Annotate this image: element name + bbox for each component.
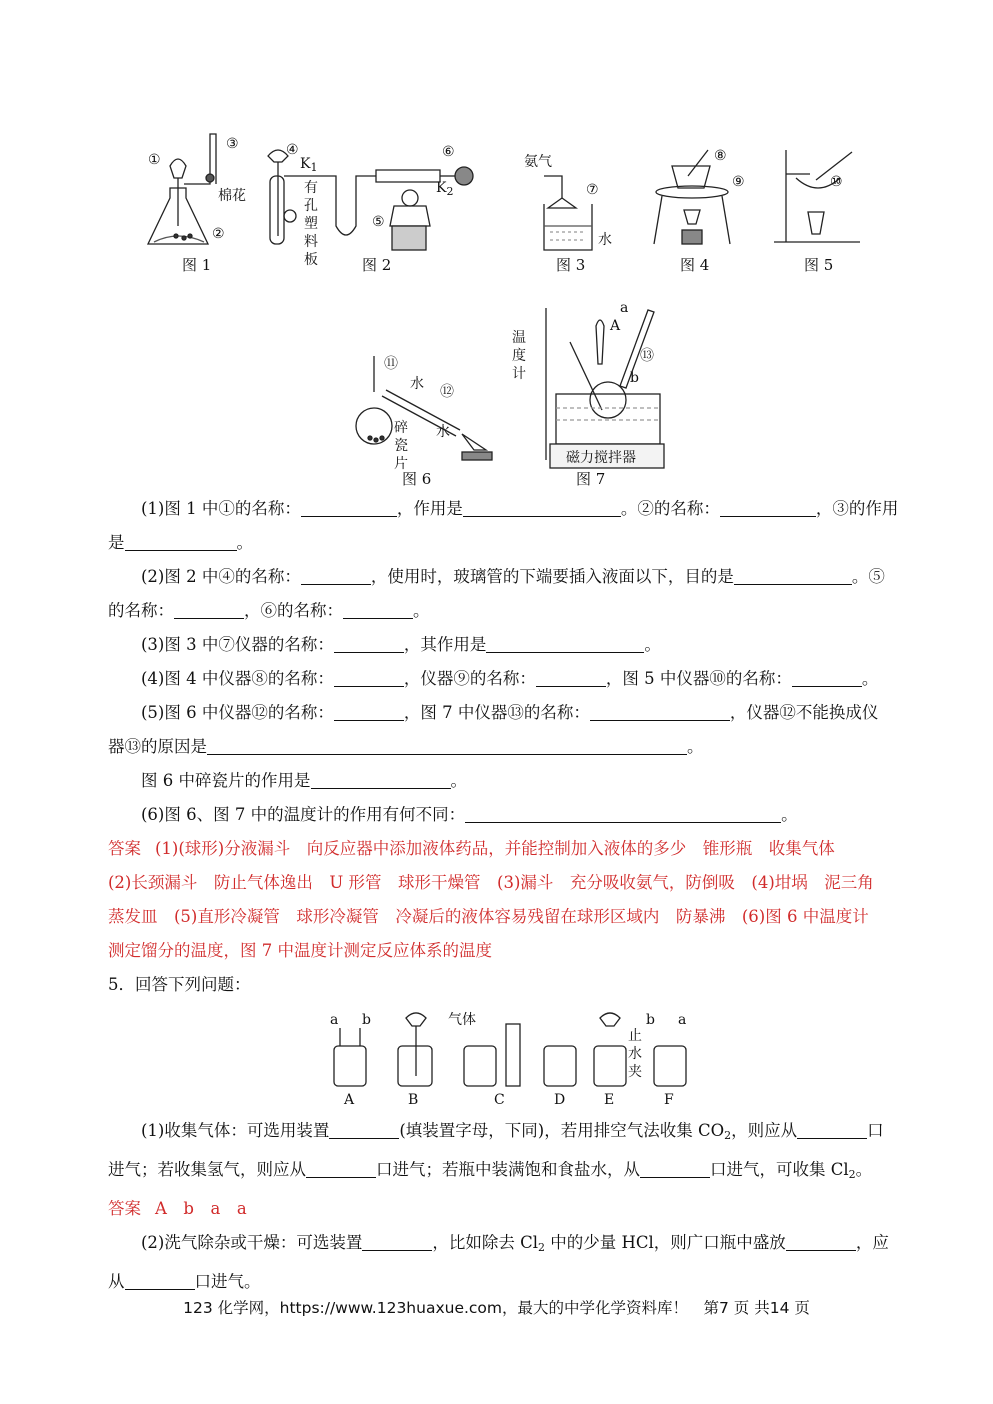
fig6-chips-2: 瓷 xyxy=(394,438,408,454)
fig2-label-4: ④ xyxy=(286,142,299,158)
fig2-label-6: ⑥ xyxy=(442,144,455,160)
fig1-label-3: ③ xyxy=(226,136,239,152)
figure-7 xyxy=(546,308,664,468)
answer-blank[interactable] xyxy=(306,1159,376,1178)
figure-3 xyxy=(544,176,592,250)
fig3-label-7: ⑦ xyxy=(586,182,599,198)
answer-blank[interactable] xyxy=(174,600,244,619)
fig2-plate-1: 有 xyxy=(304,180,318,196)
figure-6 xyxy=(356,356,492,460)
fig3-label-water: 水 xyxy=(598,232,612,248)
fig4-label-9: ⑨ xyxy=(732,174,745,190)
question-6: (6)图 6、图 7 中的温度计的作用有何不同： 。 xyxy=(141,805,798,824)
fig6-caption: 图 6 xyxy=(402,470,432,488)
fig6-label-12: ⑫ xyxy=(440,384,454,400)
answer-blank[interactable] xyxy=(329,1120,399,1139)
fig7-thermo-2: 度 xyxy=(512,348,526,364)
bottle-gas: 气体 xyxy=(448,1012,476,1028)
question-2-cont: 的名称： ，⑥的名称： 。 xyxy=(108,601,430,620)
answer-section-1-line4: 测定馏分的温度，图 7 中温度计测定反应体系的温度 xyxy=(108,941,492,960)
answer-blank[interactable] xyxy=(311,770,451,789)
fig3-label-ammonia: 氨气 xyxy=(524,154,552,170)
figure-row-2 xyxy=(350,290,670,490)
bottle-clip-3: 夹 xyxy=(628,1064,642,1080)
problem-5-block xyxy=(108,1114,914,1299)
figure-2 xyxy=(268,150,473,250)
fig1-caption: 图 1 xyxy=(182,256,212,274)
answer-label: 答案 xyxy=(108,839,141,858)
fig7-thermo-1: 温 xyxy=(512,330,526,346)
answer-blank[interactable] xyxy=(792,668,862,687)
fig2-plate-3: 塑 xyxy=(304,216,318,232)
fig2-plate-4: 料 xyxy=(304,234,318,250)
bottle-clip-1: 止 xyxy=(628,1028,642,1044)
bottle-clip-2: 水 xyxy=(628,1046,642,1062)
question-3: (3)图 3 中⑦仪器的名称： ，其作用是 。 xyxy=(141,635,661,654)
question-2: (2)图 2 中④的名称： ，使用时，玻璃管的下端要插入液面以下，目的是 。⑤ xyxy=(141,567,885,586)
answer-section-1-line3: 蒸发皿 (5)直形冷凝管 球形冷凝管 冷凝后的液体容易残留在球形区域内 防暴沸 (6)图 6 中温度计 xyxy=(108,907,869,926)
bottle-port-b1: b xyxy=(362,1012,371,1028)
bottle-A: A xyxy=(344,1092,355,1108)
bottle-port-b2: b xyxy=(646,1012,655,1028)
fig4-caption: 图 4 xyxy=(680,256,710,274)
answer-blank[interactable] xyxy=(465,804,781,823)
answer-blank[interactable] xyxy=(720,498,816,517)
problem-5-q1-cont: 进气；若收集氢气，则应从 口进气；若瓶中装满饱和食盐水，从 口进气，可收集 $Cl_2$。 xyxy=(108,1160,873,1181)
answer-section-1-line2: (2)长颈漏斗 防止气体逸出 U 形管 球形干燥管 (3)漏斗 充分吸收氨气，防倒吸 (4)坩埚 泥三角 xyxy=(108,873,874,892)
question-5-cont: 器⑬的原因是 。 xyxy=(108,737,704,756)
question-4: (4)图 4 中仪器⑧的名称： ，仪器⑨的名称： ，图 5 中仪器⑩的名称： 。 xyxy=(141,669,879,688)
figure-row-1 xyxy=(140,126,880,276)
problem-5-q2: (2)洗气除杂或干燥：可选装置 ，比如除去 $Cl_2$ 中的少量 HCl，则广口瓶中盛放 ，应 xyxy=(141,1233,889,1254)
fig7-label-13: ⑬ xyxy=(640,348,654,364)
fig2-plate-5: 板 xyxy=(304,252,318,268)
fig7-caption: 图 7 xyxy=(576,470,606,488)
apparatus-row-2-diagram xyxy=(350,290,670,490)
fig7-stirrer: 磁力搅拌器 xyxy=(566,450,636,466)
fig1-label-2: ② xyxy=(212,226,225,242)
answer-blank[interactable] xyxy=(301,566,371,585)
answer-section-2: 答案 A b a a xyxy=(108,1199,247,1218)
bottle-B: B xyxy=(408,1092,419,1108)
fig2-k1: $K_1$ xyxy=(300,156,318,174)
apparatus-row-1-diagram xyxy=(140,126,880,276)
answer-label: 答案 xyxy=(108,1199,141,1218)
fig6-chips-1: 碎 xyxy=(394,420,408,436)
bottle-F: F xyxy=(664,1092,674,1108)
fig6-water-out: 水 xyxy=(436,424,450,440)
fig1-label-cotton: 棉花 xyxy=(218,188,246,204)
question-1-cont: 是 。 xyxy=(108,533,253,552)
problem-5-title: 5．回答下列问题： xyxy=(108,975,251,994)
fig7-thermo-3: 计 xyxy=(512,366,526,382)
answer-blank[interactable] xyxy=(797,1120,867,1139)
fig1-label-1: ① xyxy=(148,152,161,168)
fig7-label-a: a xyxy=(620,300,629,316)
answer-blank[interactable] xyxy=(486,634,644,653)
bottle-D: D xyxy=(554,1092,566,1108)
fig6-water-in: 水 xyxy=(410,376,424,392)
bottle-E: E xyxy=(604,1092,615,1108)
answer-blank[interactable] xyxy=(734,566,852,585)
fig7-label-b: b xyxy=(630,370,639,386)
figure-bottles xyxy=(318,1010,698,1110)
question-5-chips: 图 6 中碎瓷片的作用是 。 xyxy=(141,771,467,790)
figure-4 xyxy=(654,150,730,244)
fig6-label-11: ⑪ xyxy=(384,356,398,372)
answer-blank[interactable] xyxy=(590,702,730,721)
question-5: (5)图 6 中仪器⑫的名称： ，图 7 中仪器⑬的名称： ，仪器⑫不能换成仪 xyxy=(141,703,879,722)
answer-blank[interactable] xyxy=(536,668,606,687)
answer-blank[interactable] xyxy=(334,702,404,721)
bottle-C: C xyxy=(494,1092,505,1108)
fig2-k2: $K_2$ xyxy=(436,180,454,198)
answer-section-1: 答案 (1)(球形)分液漏斗 向反应器中添加液体药品，并能控制加入液体的多少 锥形瓶 收集气体 xyxy=(108,839,835,858)
figure-1 xyxy=(148,134,216,244)
answer-blank[interactable] xyxy=(334,668,404,687)
figure-5 xyxy=(774,150,860,242)
problem-5-q2-cont: 从 口进气。 xyxy=(108,1272,261,1291)
fig2-caption: 图 2 xyxy=(362,256,392,274)
bottle-port-a2: a xyxy=(678,1012,687,1028)
fig5-caption: 图 5 xyxy=(804,256,834,274)
problem-5-q1: (1)收集气体：可选用装置 (填装置字母，下同)，若用排空气法收集 $CO_2$，则应从 口 xyxy=(141,1121,884,1142)
fig5-label-10: ⑩ xyxy=(830,174,843,190)
answer-blank[interactable] xyxy=(343,600,413,619)
fig2-plate-2: 孔 xyxy=(304,198,318,214)
answer-blank[interactable] xyxy=(362,1232,432,1251)
page-footer: 123 化学网，https://www.123huaxue.com，最大的中学化学资料库！ 第7 页 共14 页 xyxy=(183,1299,810,1317)
fig2-label-5: ⑤ xyxy=(372,214,385,230)
gas-bottles-diagram xyxy=(318,1010,698,1110)
answer-blank[interactable] xyxy=(640,1159,710,1178)
fig6-chips-3: 片 xyxy=(394,456,408,472)
answer-blank[interactable] xyxy=(125,532,237,551)
bottle-port-a1: a xyxy=(330,1012,339,1028)
answer-blank[interactable] xyxy=(301,498,397,517)
answer-blank[interactable] xyxy=(125,1271,195,1290)
answer-blank[interactable] xyxy=(463,498,621,517)
question-1: (1)图 1 中①的名称： ，作用是 。②的名称： ，③的作用 xyxy=(141,499,899,518)
answer-blank[interactable] xyxy=(207,736,687,755)
answer-blank[interactable] xyxy=(786,1232,856,1251)
fig3-caption: 图 3 xyxy=(556,256,586,274)
answer-blank[interactable] xyxy=(334,634,404,653)
questions-block xyxy=(108,492,914,1002)
fig4-label-8: ⑧ xyxy=(714,148,727,164)
fig7-label-A: A xyxy=(610,318,621,334)
